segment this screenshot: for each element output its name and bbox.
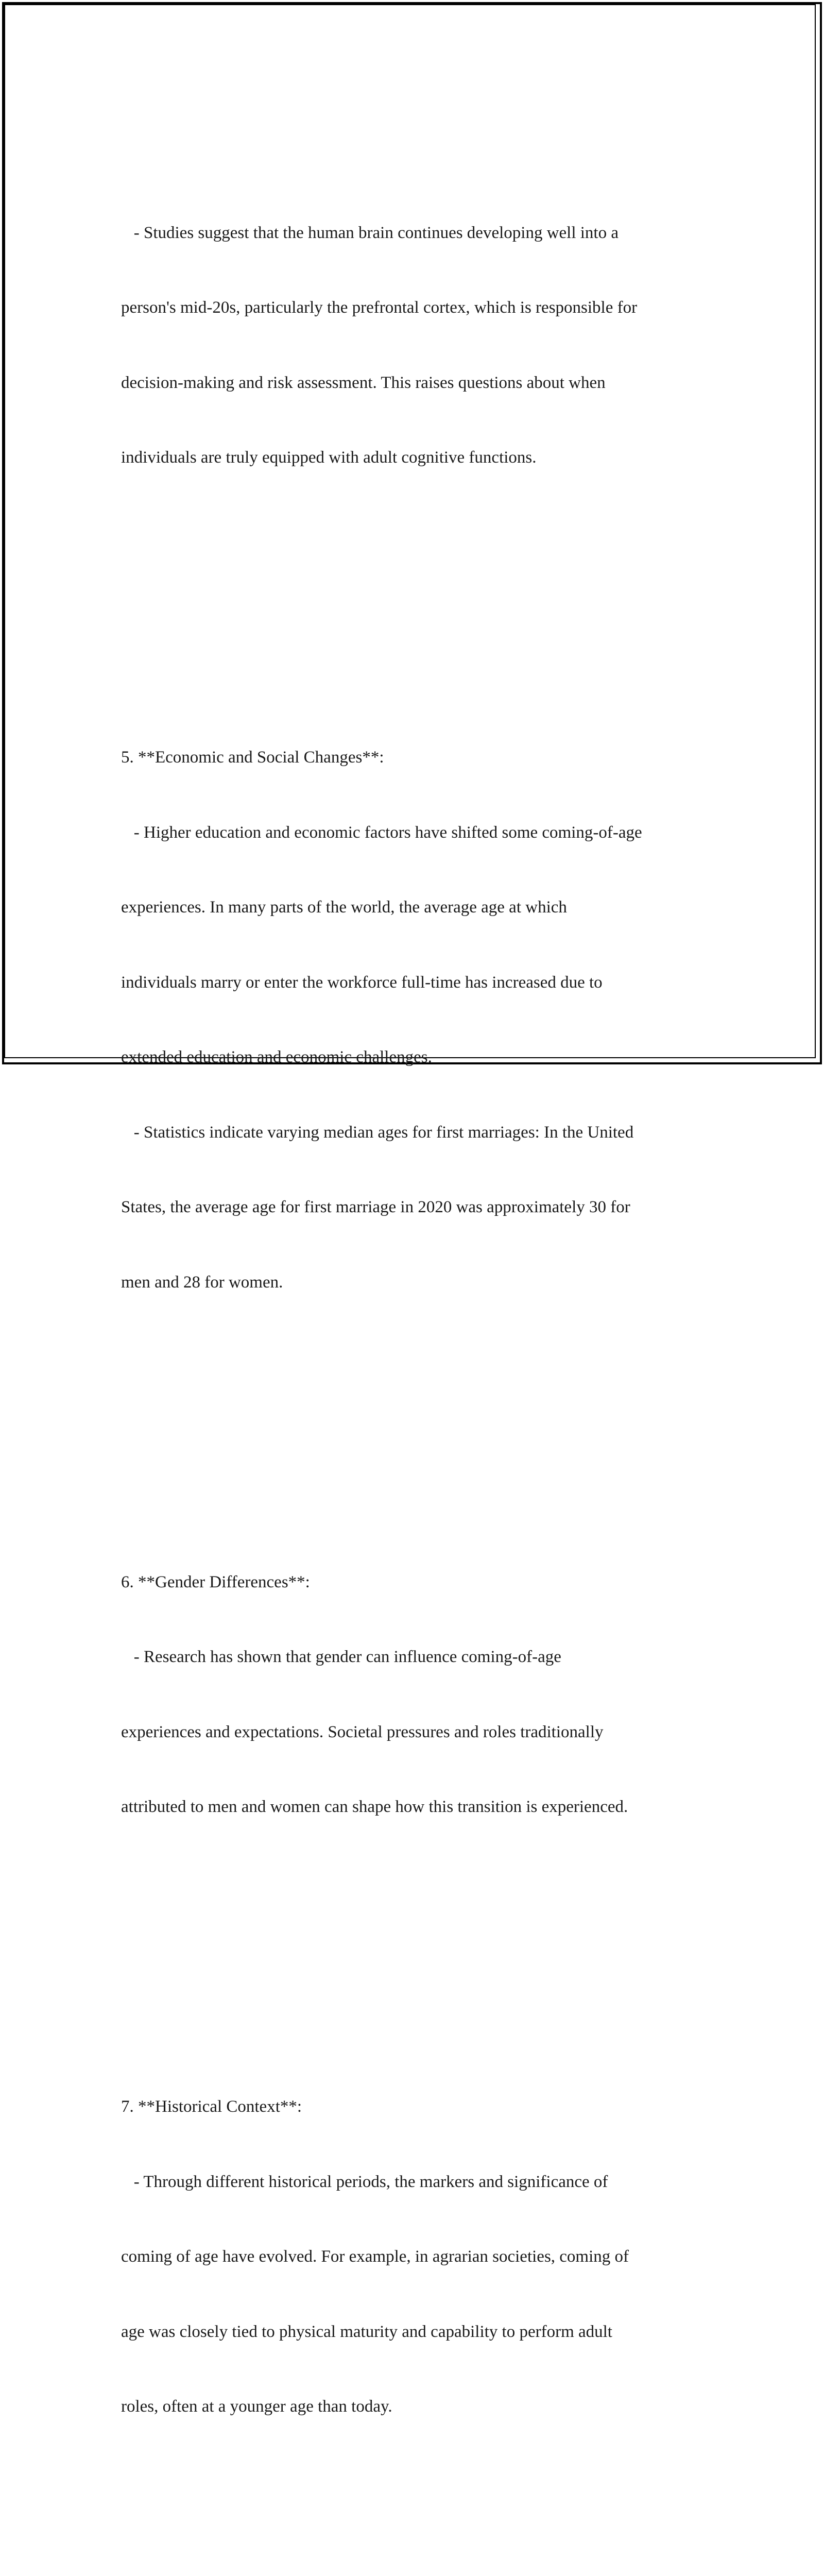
section-historical-context bbox=[121, 2044, 729, 2469]
text-line: extended education and economic challenges. bbox=[121, 1048, 432, 1066]
section-heading: 6. **Gender Differences**: bbox=[121, 1572, 310, 1591]
text-line: - Through different historical periods, the markers and significance of bbox=[121, 2172, 608, 2191]
text-line: - Research has shown that gender can influence coming-of-age bbox=[121, 1648, 561, 1666]
text-line: experiences. In many parts of the world, the average age at which bbox=[121, 898, 567, 917]
paragraph-spacer bbox=[121, 1395, 729, 1420]
text-line: - Studies suggest that the human brain continues developing well into a bbox=[121, 223, 619, 242]
text-line: States, the average age for first marriage in 2020 was approximately 30 for bbox=[121, 1198, 630, 1216]
section-heading: 5. **Economic and Social Changes**: bbox=[121, 748, 384, 767]
paragraph-spacer bbox=[121, 2519, 729, 2545]
text-line: individuals marry or enter the workforce full-time has increased due to bbox=[121, 973, 603, 992]
text-line: individuals are truly equipped with adult cognitive functions. bbox=[121, 448, 537, 467]
text-line: coming of age have evolved. For example, in agrarian societies, coming of bbox=[121, 2247, 629, 2266]
text-line: men and 28 for women. bbox=[121, 1273, 283, 1292]
text-line: roles, often at a younger age than today. bbox=[121, 2397, 392, 2416]
paragraph-spacer bbox=[121, 1920, 729, 1945]
text-line: age was closely tied to physical maturity and capability to perform adult bbox=[121, 2322, 612, 2341]
text-line: experiences and expectations. Societal pressures and roles traditionally bbox=[121, 1722, 604, 1741]
section-heading: 7. **Historical Context**: bbox=[121, 2097, 302, 2116]
section-gender-differences bbox=[121, 1520, 729, 1870]
text-line: decision-making and risk assessment. This raises questions about when bbox=[121, 373, 606, 392]
document-body bbox=[121, 95, 729, 2576]
section-economic-social-changes bbox=[121, 695, 729, 1345]
paragraph-spacer bbox=[121, 570, 729, 596]
text-line: - Higher education and economic factors have shifted some coming-of-age bbox=[121, 823, 642, 842]
paragraph-brain-development bbox=[121, 171, 729, 520]
text-line: attributed to men and women can shape how this transition is experienced. bbox=[121, 1798, 628, 1816]
text-line: - Statistics indicate varying median ages for first marriages: In the United bbox=[121, 1123, 634, 1142]
text-line: person's mid-20s, particularly the prefrontal cortex, which is responsible for bbox=[121, 298, 638, 317]
